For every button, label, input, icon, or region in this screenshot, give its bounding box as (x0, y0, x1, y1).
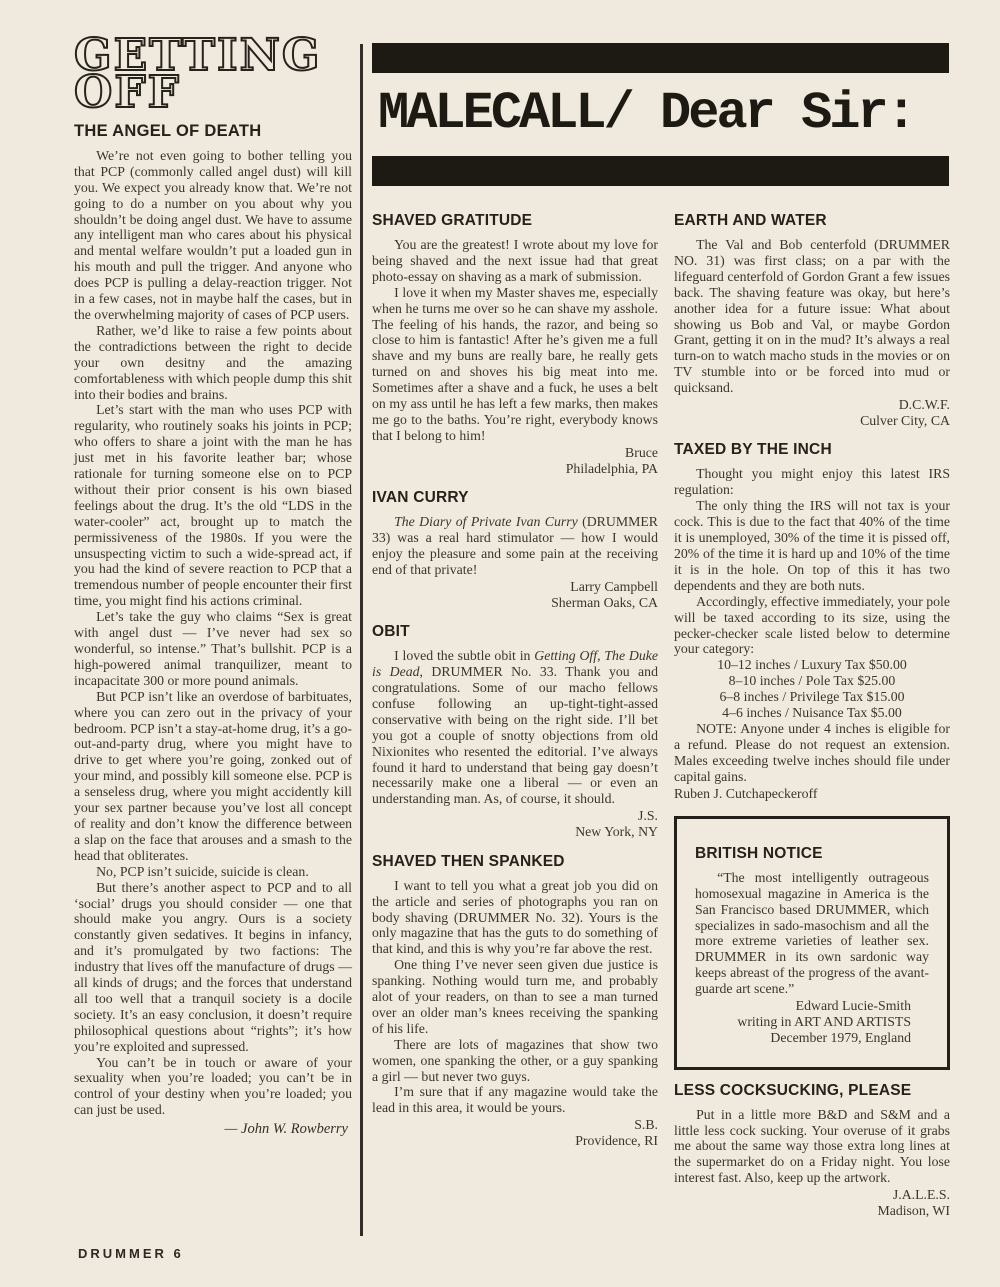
letters-column-right (674, 212, 950, 1230)
article-title: THE ANGEL OF DEATH (74, 121, 262, 140)
tax-scale-line: 4–6 inches / Nuisance Tax $5.00 (722, 705, 902, 721)
letter-heading: OBIT (372, 623, 410, 641)
paragraph: Rather, we’d like to raise a few points about the contradictions between the right to decide your own desitny and the amazing comfortableness with which people dump this shit into their bodies and brains. (74, 322, 352, 402)
text: I loved the subtle obit in (394, 648, 535, 664)
paragraph (372, 514, 658, 578)
letter-earth-and-water (674, 212, 950, 429)
signature (674, 786, 950, 802)
signature-line: Culver City, CA (860, 413, 950, 429)
header-top-bar (372, 43, 949, 73)
paragraph: But there’s another aspect to PCP and to all ‘social’ drugs you should consider — one that should make you angry. Ours is a society constantly given sedatives. It begins in infancy, and it’s promulgated by two factions: The industry that lives off the manufacture of drugs — all kinds of drugs; and the forces that understand all too well that a tranquil society is a docile society. It’s an easy conclusion, it doesn’t require philosophical questions about “rights”; it’s how you’re exploited and supressed. (74, 879, 352, 1054)
header-bottom-bar (372, 156, 949, 186)
signature-line: Ruben J. Cutchapeckeroff (674, 785, 818, 801)
tax-scale-line: 6–8 inches / Privilege Tax $15.00 (719, 689, 905, 705)
italic-text: The Diary of Private Ivan Curry (394, 514, 578, 530)
letter-heading: EARTH AND WATER (674, 212, 827, 229)
letters-column-middle (372, 212, 658, 1230)
malecall-header (372, 43, 949, 186)
signature (372, 1117, 658, 1149)
paragraph: You can’t be in touch or aware of your sexuality when you’re loaded; you can’t be in control of your destiny when you’re loaded; you can just be used. (74, 1054, 352, 1118)
signature-line: writing in ART AND ARTISTS (737, 1014, 911, 1030)
letter-heading: TAXED BY THE INCH (674, 441, 832, 459)
paragraph: “The most intelligently outrageous homosexual magazine in America is the San Francisco based DRUMMER, which specializes in sado-masochism and all the more extreme varieties of leather sex. DRUMMER in its own sardonic way keeps abreast of the progress of the avant-guarde art scene.” (695, 869, 929, 997)
letter-heading: SHAVED GRATITUDE (372, 212, 533, 229)
letter-obit (372, 623, 658, 840)
article-byline: — John W. Rowberry (224, 1121, 348, 1138)
paragraph: There are lots of magazines that show two women, one spanking the other, or a guy spanking a girl — but never two guys. (372, 1036, 658, 1084)
paragraph: No, PCP isn’t suicide, suicide is clean. (96, 863, 309, 879)
malecall-title: MALECALL/ Dear Sir: (378, 84, 914, 143)
signature-line: Philadelphia, PA (565, 460, 658, 476)
signature-line: Providence, RI (575, 1133, 658, 1149)
paragraph: I want to tell you what a great job you did on the article and series of photographs you ran on body shaving (DRUMMER No. 32). Yours is the only magazine that has the guts to do something of that kind, and this is why you’re far above the rest. (372, 877, 658, 957)
paragraph: We’re not even going to bother telling you that PCP (commonly called angel dust) will kill you. We expect you already know that. We’re not going to do a number on you about why you shouldn’t be doing angel dust. We have to assume any intelligent man who cares about his physical and mental welfare wouldn’t put a loaded gun in his mouth and pull the trigger. And anyone who does PCP is pulling a delay-reaction trigger. Not in a few cases, not in maybe half the cases, but in the overwhelming majority of cases of PCP users. (74, 147, 352, 322)
column-divider-rule (360, 44, 363, 1236)
signature-line: J.S. (638, 808, 658, 824)
letter-british-notice (674, 816, 950, 1070)
signature-line: D.C.W.F. (898, 397, 950, 413)
signature (372, 445, 658, 477)
letter-heading: LESS COCKSUCKING, PLEASE (674, 1081, 912, 1099)
signature-line: December 1979, England (770, 1030, 911, 1046)
paragraph: Accordingly, effective immediately, your pole will be taxed according to its size, using the pecker-checker scale listed below to determine your category: (674, 593, 950, 657)
signature-line: Sherman Oaks, CA (551, 595, 658, 611)
signature-line: Larry Campbell (570, 578, 658, 594)
getting-off-column (74, 30, 352, 1138)
signature (674, 397, 950, 429)
letter-ivan-curry (372, 489, 658, 611)
logo-line-off: OFF (74, 66, 181, 118)
paragraph: I’m sure that if any magazine would take the lead in this area, it would be yours. (372, 1084, 658, 1116)
tax-scale-line: 8–10 inches / Pole Tax $25.00 (728, 673, 896, 689)
signature-line: Madison, WI (877, 1203, 950, 1219)
signature-line: Edward Lucie-Smith (795, 998, 911, 1014)
paragraph (372, 648, 658, 807)
logo-line-getting: GETTING (74, 30, 322, 81)
signature-line: New York, NY (575, 824, 658, 840)
article-body (74, 148, 352, 1118)
paragraph: I love it when my Master shaves me, especially when he turns me over so he can shave my asshole. The feeling of his hands, the razor, and being so close to him is fantastic! After he’s given me a full shave and my buns are really bare, he really gets turned on and shoves his big meat into me. Sometimes after a shave and a fuck, he uses a belt on my ass until he has left a few marks, then makes me go to the baths. You’re right, everybody knows that I belong to him! (372, 284, 658, 443)
letter-heading: IVAN CURRY (372, 489, 469, 507)
paragraph: The only thing the IRS will not tax is your cock. This is due to the fact that 40% of the time it is unemployed, 30% of the time it is pissed off, 20% of the time it is hard up and 10% of the time it is in the hole. On top of this it has two dependents and they are both nuts. (674, 498, 950, 593)
tax-scale-line: 10–12 inches / Luxury Tax $50.00 (717, 657, 907, 673)
signature (674, 1187, 950, 1219)
italic-text: Getting Off, The Duke is Dead (372, 648, 658, 680)
signature (372, 808, 658, 840)
paragraph: Put in a little more B&D and S&M and a little less cock sucking. Your overuse of it grabs me about the same way those extra long lines at the supermarket do on a Friday night. You lose interest fast. Also, keep up the artwork. (674, 1106, 950, 1186)
letters-area (372, 212, 950, 1230)
paragraph: But PCP isn’t like an overdose of barbituates, where you can zero out in the privacy of your bedroom. PCP isn’t a stay-at-home drug, it’s a go-out-and-party drug, where you might have to drive to get where you’re going, zonked out of your mind, and possibly kill someone else. PCP is a senseless drug, where you might accidently kill your sex partner because you’ve lost all concept of reality and don’t know the difference between a slap on the face that arouses and a smash to the head that obliterates. (74, 688, 352, 863)
signature-line: Bruce (625, 444, 658, 460)
paragraph: Let’s take the guy who claims “Sex is great with angel dust — I’ve never had sex so wonderful, so intense.” That’s bullshit. PCP is a high-powered animal tranquilizer, meant to incapacitate 300 or more pound animals. (74, 609, 352, 688)
page-footer: DRUMMER 6 (78, 1246, 184, 1261)
text: , DRUMMER No. 33. Thank you and congratulations. Some of our macho fellows confuse following an up-tight-tight-assed conservative with being on the right side. I’ll bet you got a couple of snotty objections from old Nixionites who resented the editorial. I’ve always found it hard to understand that being gay doesn’t necessarily make one a liberal — or even an understanding man. As, of course, it should. (372, 664, 658, 807)
signature-line: S.B. (634, 1117, 658, 1133)
getting-off-logo (74, 30, 352, 118)
letter-heading: SHAVED THEN SPANKED (372, 852, 565, 870)
tax-scale (674, 657, 950, 721)
letter-shaved-gratitude (372, 212, 658, 477)
signature (372, 579, 658, 611)
paragraph: One thing I’ve never seen given due justice is spanking. Nothing would turn me, and probably alot of your readers, on than to see a man turned over an older man’s knees receiving the spanking of his life. (372, 957, 658, 1036)
paragraph: Let’s start with the man who uses PCP with regularity, who routinely soaks his joints in PCP; who offers to share a joint with the man he has just met in his favorite leather bar; whose rationale for turning someone else on to PCP without their prior consent is his own biased feelings about the drug. It’s the old “LDS in the water-cooler” act, brought up to match the permissiveness of the 1980s. If you were the unsuspecting victim to such a wide-spread act, if you had the kind of severe reaction to PCP that a tremendous number of people encounter their first time, you might find his actions criminal. (74, 402, 352, 609)
letter-heading: BRITISH NOTICE (695, 844, 823, 862)
text: (DRUMMER 33) was a real hard stimulator — how I would enjoy the pleasure and some pain at the receiving end of that private! (372, 514, 658, 577)
letter-shaved-then-spanked (372, 853, 658, 1150)
paragraph: The Val and Bob centerfold (DRUMMER NO. 31) was first class; on a par with the lifeguard centerfold of Gordon Grant a few issues back. The shaving feature was okay, but here’s another idea for a future issue: What about showing us Bob and Val, or maybe Gordon Grant, getting it on in the mud? It’s always a real turn-on to watch macho studs in the movies or on TV stumble into or be forced into mud or quicksand. (674, 237, 950, 396)
paragraph: Thought you might enjoy this latest IRS regulation: (674, 466, 950, 498)
paragraph: NOTE: Anyone under 4 inches is eligible for a refund. Please do not request an extension. Males exceeding twelve inches should file under capital gains. (674, 720, 950, 784)
letter-taxed-by-the-inch (674, 441, 950, 801)
signature-line: J.A.L.E.S. (892, 1187, 950, 1203)
paragraph: You are the greatest! I wrote about my love for being shaved and the next issue had that great photo-essay on shaving as a mark of submission. (372, 237, 658, 284)
letter-less-cocksucking-please (674, 1082, 950, 1220)
signature (695, 998, 929, 1047)
